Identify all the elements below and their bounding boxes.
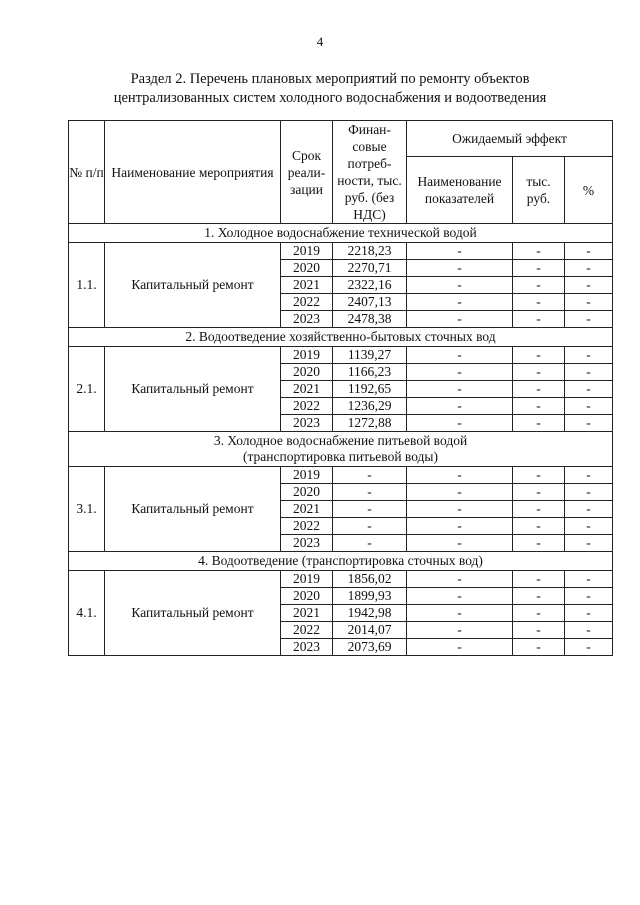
- cell-percent: -: [565, 277, 613, 294]
- cell-finance: -: [333, 535, 407, 552]
- cell-percent: -: [565, 311, 613, 328]
- header-name: Наименование мероприятия: [105, 121, 281, 224]
- cell-finance: -: [333, 484, 407, 501]
- section-title: [69, 432, 613, 467]
- cell-finance: 2218,23: [333, 243, 407, 260]
- cell-year: 2020: [281, 484, 333, 501]
- cell-year: 2023: [281, 639, 333, 656]
- cell-thousand-rub: -: [513, 347, 565, 364]
- section-header-row: [69, 552, 613, 571]
- section-title-line-1: 1. Холодное водоснабжение технической водой: [204, 225, 477, 240]
- item-name: Капитальный ремонт: [105, 571, 281, 656]
- cell-indicator: -: [407, 571, 513, 588]
- cell-thousand-rub: -: [513, 243, 565, 260]
- cell-percent: -: [565, 484, 613, 501]
- cell-percent: -: [565, 571, 613, 588]
- cell-thousand-rub: -: [513, 381, 565, 398]
- item-name: Капитальный ремонт: [105, 243, 281, 328]
- cell-percent: -: [565, 398, 613, 415]
- title-line-1: Раздел 2. Перечень плановых мероприятий по ремонту объектов: [130, 71, 530, 87]
- cell-thousand-rub: -: [513, 535, 565, 552]
- cell-percent: -: [565, 535, 613, 552]
- cell-year: 2022: [281, 398, 333, 415]
- cell-finance: 1192,65: [333, 381, 407, 398]
- cell-year: 2021: [281, 501, 333, 518]
- cell-indicator: -: [407, 588, 513, 605]
- cell-percent: -: [565, 639, 613, 656]
- cell-percent: -: [565, 294, 613, 311]
- item-number: 4.1.: [69, 571, 105, 656]
- cell-indicator: -: [407, 467, 513, 484]
- header-finance: Финан-совые потреб-ности, тыс. руб. (без НДС): [333, 121, 407, 224]
- cell-finance: 1899,93: [333, 588, 407, 605]
- section-title-line-1: 3. Холодное водоснабжение питьевой водой: [213, 433, 468, 448]
- cell-finance: 1166,23: [333, 364, 407, 381]
- cell-percent: -: [565, 381, 613, 398]
- header-thousand-rub: тыс. руб.: [513, 157, 565, 224]
- cell-year: 2019: [281, 347, 333, 364]
- cell-thousand-rub: -: [513, 518, 565, 535]
- section-header-row: [69, 224, 613, 243]
- cell-percent: -: [565, 622, 613, 639]
- section-title-line-2: (транспортировка питьевой воды): [243, 449, 438, 464]
- cell-year: 2021: [281, 381, 333, 398]
- section-title: [69, 552, 613, 571]
- cell-thousand-rub: -: [513, 260, 565, 277]
- cell-percent: -: [565, 364, 613, 381]
- table-row: [69, 467, 613, 484]
- title-line-2: централизованных систем холодного водоснабжения и водоотведения: [113, 90, 547, 106]
- cell-indicator: -: [407, 311, 513, 328]
- item-number: 1.1.: [69, 243, 105, 328]
- header-effect: Ожидаемый эффект: [407, 121, 613, 157]
- cell-percent: -: [565, 467, 613, 484]
- cell-finance: 2322,16: [333, 277, 407, 294]
- cell-percent: -: [565, 501, 613, 518]
- cell-indicator: -: [407, 260, 513, 277]
- cell-year: 2019: [281, 243, 333, 260]
- cell-finance: 1856,02: [333, 571, 407, 588]
- cell-indicator: -: [407, 398, 513, 415]
- cell-thousand-rub: -: [513, 622, 565, 639]
- table-row: [69, 571, 613, 588]
- cell-thousand-rub: -: [513, 501, 565, 518]
- cell-percent: -: [565, 605, 613, 622]
- table-header: [69, 121, 613, 224]
- cell-year: 2022: [281, 518, 333, 535]
- header-term: Срок реали-зации: [281, 121, 333, 224]
- cell-year: 2021: [281, 605, 333, 622]
- item-name: Капитальный ремонт: [105, 467, 281, 552]
- header-percent: %: [565, 157, 613, 224]
- cell-indicator: -: [407, 484, 513, 501]
- cell-indicator: -: [407, 277, 513, 294]
- cell-year: 2023: [281, 535, 333, 552]
- cell-indicator: -: [407, 415, 513, 432]
- header-indicator: Наименование показателей: [407, 157, 513, 224]
- cell-indicator: -: [407, 364, 513, 381]
- section-title-line-1: 4. Водоотведение (транспортировка сточных вод): [198, 553, 483, 568]
- cell-finance: 2270,71: [333, 260, 407, 277]
- cell-finance: 1272,88: [333, 415, 407, 432]
- cell-thousand-rub: -: [513, 415, 565, 432]
- cell-year: 2022: [281, 622, 333, 639]
- cell-thousand-rub: -: [513, 364, 565, 381]
- cell-finance: 2407,13: [333, 294, 407, 311]
- cell-year: 2020: [281, 364, 333, 381]
- cell-year: 2022: [281, 294, 333, 311]
- item-name: Капитальный ремонт: [105, 347, 281, 432]
- cell-percent: -: [565, 243, 613, 260]
- cell-finance: 1139,27: [333, 347, 407, 364]
- page-number: 4: [316, 34, 324, 49]
- section-header-row: [69, 328, 613, 347]
- section-title: [69, 328, 613, 347]
- table-row: [69, 243, 613, 260]
- cell-indicator: -: [407, 639, 513, 656]
- cell-year: 2021: [281, 277, 333, 294]
- table-body: [69, 224, 613, 656]
- cell-indicator: -: [407, 381, 513, 398]
- cell-percent: -: [565, 415, 613, 432]
- cell-finance: 1942,98: [333, 605, 407, 622]
- cell-percent: -: [565, 347, 613, 364]
- header-num: № п/п: [69, 121, 105, 224]
- cell-finance: -: [333, 501, 407, 518]
- cell-year: 2019: [281, 467, 333, 484]
- cell-indicator: -: [407, 622, 513, 639]
- section-title: [69, 224, 613, 243]
- cell-thousand-rub: -: [513, 639, 565, 656]
- cell-finance: -: [333, 518, 407, 535]
- section-header-row: [69, 432, 613, 467]
- cell-finance: 2478,38: [333, 311, 407, 328]
- cell-indicator: -: [407, 518, 513, 535]
- cell-thousand-rub: -: [513, 571, 565, 588]
- cell-finance: 2014,07: [333, 622, 407, 639]
- cell-thousand-rub: -: [513, 398, 565, 415]
- cell-year: 2019: [281, 571, 333, 588]
- cell-percent: -: [565, 588, 613, 605]
- cell-year: 2023: [281, 311, 333, 328]
- item-number: 3.1.: [69, 467, 105, 552]
- plan-table: [68, 120, 613, 656]
- cell-percent: -: [565, 260, 613, 277]
- section-title-line-1: 2. Водоотведение хозяйственно-бытовых сточных вод: [185, 329, 496, 344]
- cell-indicator: -: [407, 294, 513, 311]
- cell-year: 2020: [281, 260, 333, 277]
- cell-indicator: -: [407, 243, 513, 260]
- cell-indicator: -: [407, 605, 513, 622]
- cell-thousand-rub: -: [513, 588, 565, 605]
- cell-percent: -: [565, 518, 613, 535]
- cell-thousand-rub: -: [513, 294, 565, 311]
- cell-thousand-rub: -: [513, 467, 565, 484]
- cell-indicator: -: [407, 501, 513, 518]
- cell-finance: 1236,29: [333, 398, 407, 415]
- cell-thousand-rub: -: [513, 484, 565, 501]
- table-row: [69, 347, 613, 364]
- cell-year: 2020: [281, 588, 333, 605]
- document-title: [60, 70, 600, 108]
- cell-year: 2023: [281, 415, 333, 432]
- cell-finance: -: [333, 467, 407, 484]
- cell-indicator: -: [407, 347, 513, 364]
- cell-thousand-rub: -: [513, 277, 565, 294]
- cell-indicator: -: [407, 535, 513, 552]
- item-number: 2.1.: [69, 347, 105, 432]
- cell-thousand-rub: -: [513, 605, 565, 622]
- cell-thousand-rub: -: [513, 311, 565, 328]
- cell-finance: 2073,69: [333, 639, 407, 656]
